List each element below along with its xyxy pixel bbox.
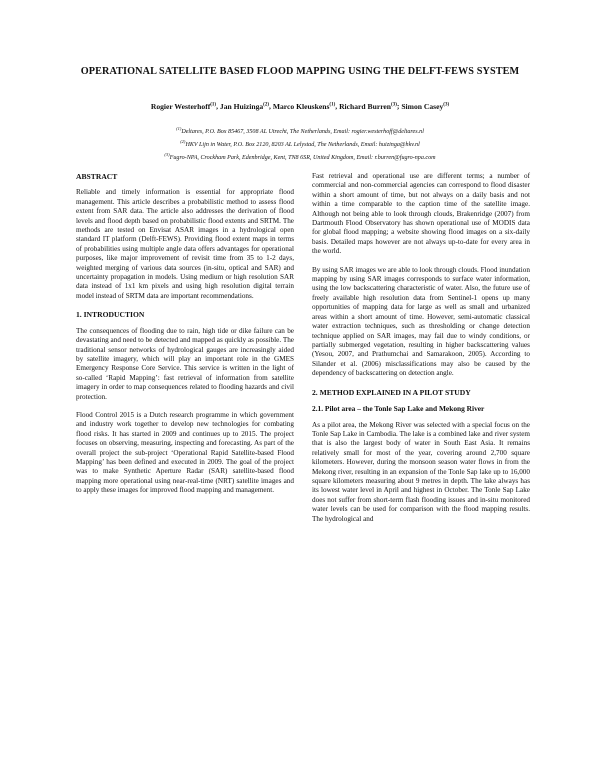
affiliation: $^{(3)}$Fugro-NPA, Crockham Park, Edenbridge, Kent, TN8 6SR, United Kingdom, Email: r.burren@fugro-npa.com: [164, 152, 436, 162]
right-column: [312, 172, 530, 533]
abstract-heading: ABSTRACT: [76, 172, 118, 181]
body-paragraph: Flood Control 2015 is a Dutch research programme in which government and industry work together to develop new technologies for combating flood risks. It has started in 2009 and continues up to 2015. The project focuses on observing, measuring, inspecting and forecasting. As part of the overall project the sub-project ‘Operational Rapid Satellite-based Flood Mapping’ has been defined and executed in 2009. The goal of the project was to make Synthetic Aperture Radar (SAR) satellite-based flood mapping more operational using near-real-time (NRT) satellite images and to apply these images for improved flood mapping and management.: [76, 410, 294, 495]
author: Simon Casey$^{(3)}$: [401, 101, 450, 111]
left-column: [76, 172, 294, 505]
author: Jan Huizinga$^{(2)}$: [219, 101, 270, 111]
body-paragraph: Fast retrieval and operational use are different terms; a number of commercial and non-commercial agencies can correspond to flood disaster within a short amount of time, but not always on a daily basis and not within a time comparable to the caption time of the satellite image. Although not being able to look through clouds, Brakenridge (2007) from Dartmouth Flood Observatory has shown operational use of MODIS data for global flood mapping; a website showing flood images on a six-daily basis. Detailed maps however are not always up-to-date for every area in the world.: [312, 172, 530, 256]
author: Richard Burren$^{(3)}$: [339, 101, 397, 111]
affiliation: $^{(1)}$Deltares, P.O. Box 85467, 3508 AL Utrecht, The Netherlands, Email: rogier.westerhoff@deltares.nl: [176, 126, 424, 136]
affiliation: $^{(2)}$HKV Lijn in Water, P.O. Box 2120, 8203 AL Lelystad, The Netherlands, Email: huizinga@hkv.nl: [180, 139, 420, 149]
body-paragraph: As a pilot area, the Mekong River was selected with a special focus on the Tonle Sap Lake in Cambodia. The lake is a combined lake and river system that is also the largest body of water in South East Asia. It remains relatively small for most of the year, covering around 2,700 square kilometers. However, during the monsoon season water flows in from the Mekong river, resulting in an expansion of the Tonle Sap lake up to 16,000 square kilometers measuring about 9 metres in depth. The lake always has its lowest water level in April and highest in October. The Tonle Sap Lake does not suffer from short-term flash flooding issues and in-situ monitored water levels can be used for comparison with the flood mapping results. The hydrological and: [312, 420, 530, 523]
abstract-paragraph: Reliable and timely information is essential for appropriate flood management. This article describes a probabilistic method to assess flood extent from SAR data. The article also addresses the derivation of flood levels and flood depth based on probabilistic flood extents and SRTM. The methods are tested on Envisat ASAR images in a hydrological open standard IT platform (Delft-FEWS). Providing flood extent maps in terms of probabilities using multiple angle data offers advantages for operational purposes, like major improvement of revisit time from 35 to 1-2 days, weighted merging of various data sources (in-situ, optical and SAR) and uncertainty propagation in models. Using medium or high resolution SAR data instead of 1x1 km pixels and using high resolution digital terrain model instead of SRTM data are important recommendations.: [76, 188, 294, 300]
author: Rogier Westerhoff$^{(1)}$: [150, 101, 217, 111]
body-paragraph: By using SAR images we are able to look through clouds. Flood inundation mapping by using SAR images corresponds to surface water information, using the low backscattering characteristic of water. Also, the future use of freely available high resolution data from Sentinel-1 opens up many opportunities of mapping data for large as well as small and urbanized areas within a short amount of time. However, semi-automatic classical water extraction techniques, such as thresholding or change detection technique applied on SAR images, may fail due to windy conditions, or partially submerged vegetation, resulting in higher backscattering values (Yesou, 2007, and Prathumchai and Samarakoon, 2005). According to Silander et al. (2006) misclassifications may also be caused by the dependency of backscattering on detection angle.: [312, 265, 530, 378]
affiliations: [60, 124, 540, 163]
body-paragraph: The consequences of flooding due to rain, high tide or dike failure can be devastating and need to be detected and mapped as quickly as possible. The traditional sensor networks of hydrological gauges are increasingly aided by satellite imagery, which will play an important role in the GMES Emergency Response Core Service. This service is written in the light of so-called ‘Rapid Mapping’: fast retrieval of information from satellite imagery in order to map consequences related to flooding hazards and civil protection.: [76, 326, 294, 401]
method-heading: 2. METHOD EXPLAINED IN A PILOT STUDY: [312, 387, 471, 397]
subsection-heading: 2.1. Pilot area – the Tonle Sap Lake and Mekong River: [312, 403, 485, 413]
author: Marco Kleuskens$^{(1)}$: [272, 101, 336, 111]
introduction-heading: 1. INTRODUCTION: [76, 310, 145, 320]
paper-title: OPERATIONAL SATELLITE BASED FLOOD MAPPING USING THE DELFT-FEWS SYSTEM: [80, 66, 520, 77]
author-list: Rogier Westerhoff$^{(1)}$, Jan Huizinga$^{(2)}$, Marco Kleuskens$^{(1)}$, Richard Burren$^{(3)}$; Simon Casey$^{(3)}$: [150, 101, 450, 111]
